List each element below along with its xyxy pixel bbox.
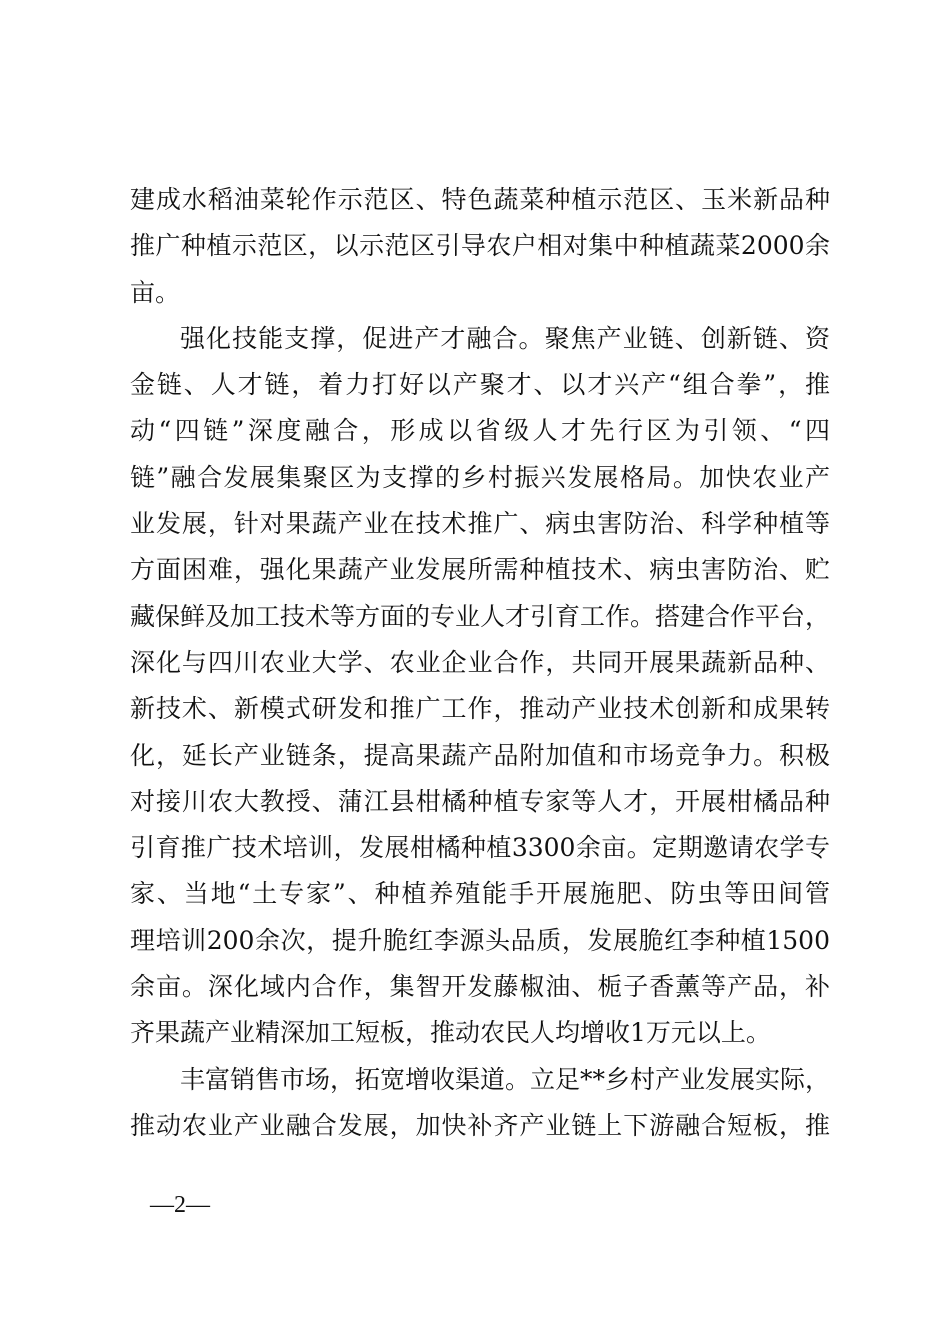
text-line: 化，延长产业链条，提高果蔬产品附加值和市场竞争力。积极 <box>130 740 830 770</box>
paragraph <box>130 1057 830 1150</box>
text-line: 引育推广技术培训，发展柑橘种植3300余亩。定期邀请农学专 <box>130 833 830 863</box>
paragraph <box>130 177 830 316</box>
text-line: 强化技能支撑，促进产才融合。聚焦产业链、创新链、资 <box>180 323 830 353</box>
page-number: —2— <box>150 1192 210 1218</box>
text-line: 推动农业产业融合发展，加快补齐产业链上下游融合短板，推 <box>130 1110 830 1140</box>
text-line: 亩。 <box>130 277 181 307</box>
text-line: 家、当地“土专家”、种植养殖能手开展施肥、防虫等田间管 <box>130 879 830 909</box>
text-line: 金链、人才链，着力打好以产聚才、以才兴产“组合拳”，推 <box>130 370 830 400</box>
paragraph <box>130 316 830 1057</box>
text-line: 对接川农大教授、蒲江县柑橘种植专家等人才，开展柑橘品种 <box>130 786 830 816</box>
text-line: 新技术、新模式研发和推广工作，推动产业技术创新和成果转 <box>130 694 830 724</box>
text-line: 丰富销售市场，拓宽增收渠道。立足**乡村产业发展实际， <box>180 1064 831 1094</box>
text-line: 推广种植示范区，以示范区引导农户相对集中种植蔬菜2000余 <box>130 231 830 261</box>
text-line: 动“四链”深度融合，形成以省级人才先行区为引领、“四 <box>130 416 830 446</box>
text-line: 方面困难，强化果蔬产业发展所需种植技术、病虫害防治、贮 <box>130 555 830 585</box>
text-line: 余亩。深化域内合作，集智开发藤椒油、栀子香薰等产品，补 <box>130 972 830 1002</box>
text-line: 理培训200余次，提升脆红李源头品质，发展脆红李种植1500 <box>130 925 830 955</box>
text-line: 链”融合发展集聚区为支撑的乡村振兴发展格局。加快农业产 <box>130 462 830 492</box>
document-body <box>130 177 830 1149</box>
text-line: 建成水稻油菜轮作示范区、特色蔬菜种植示范区、玉米新品种 <box>130 185 830 214</box>
text-line: 深化与四川农业大学、农业企业合作，共同开展果蔬新品种、 <box>130 647 830 677</box>
text-line: 藏保鲜及加工技术等方面的专业人才引育工作。搭建合作平台， <box>130 601 831 631</box>
text-line: 齐果蔬产业精深加工短板，推动农民人均增收1万元以上。 <box>130 1018 771 1048</box>
text-line: 业发展，针对果蔬产业在技术推广、病虫害防治、科学种植等 <box>130 509 830 539</box>
